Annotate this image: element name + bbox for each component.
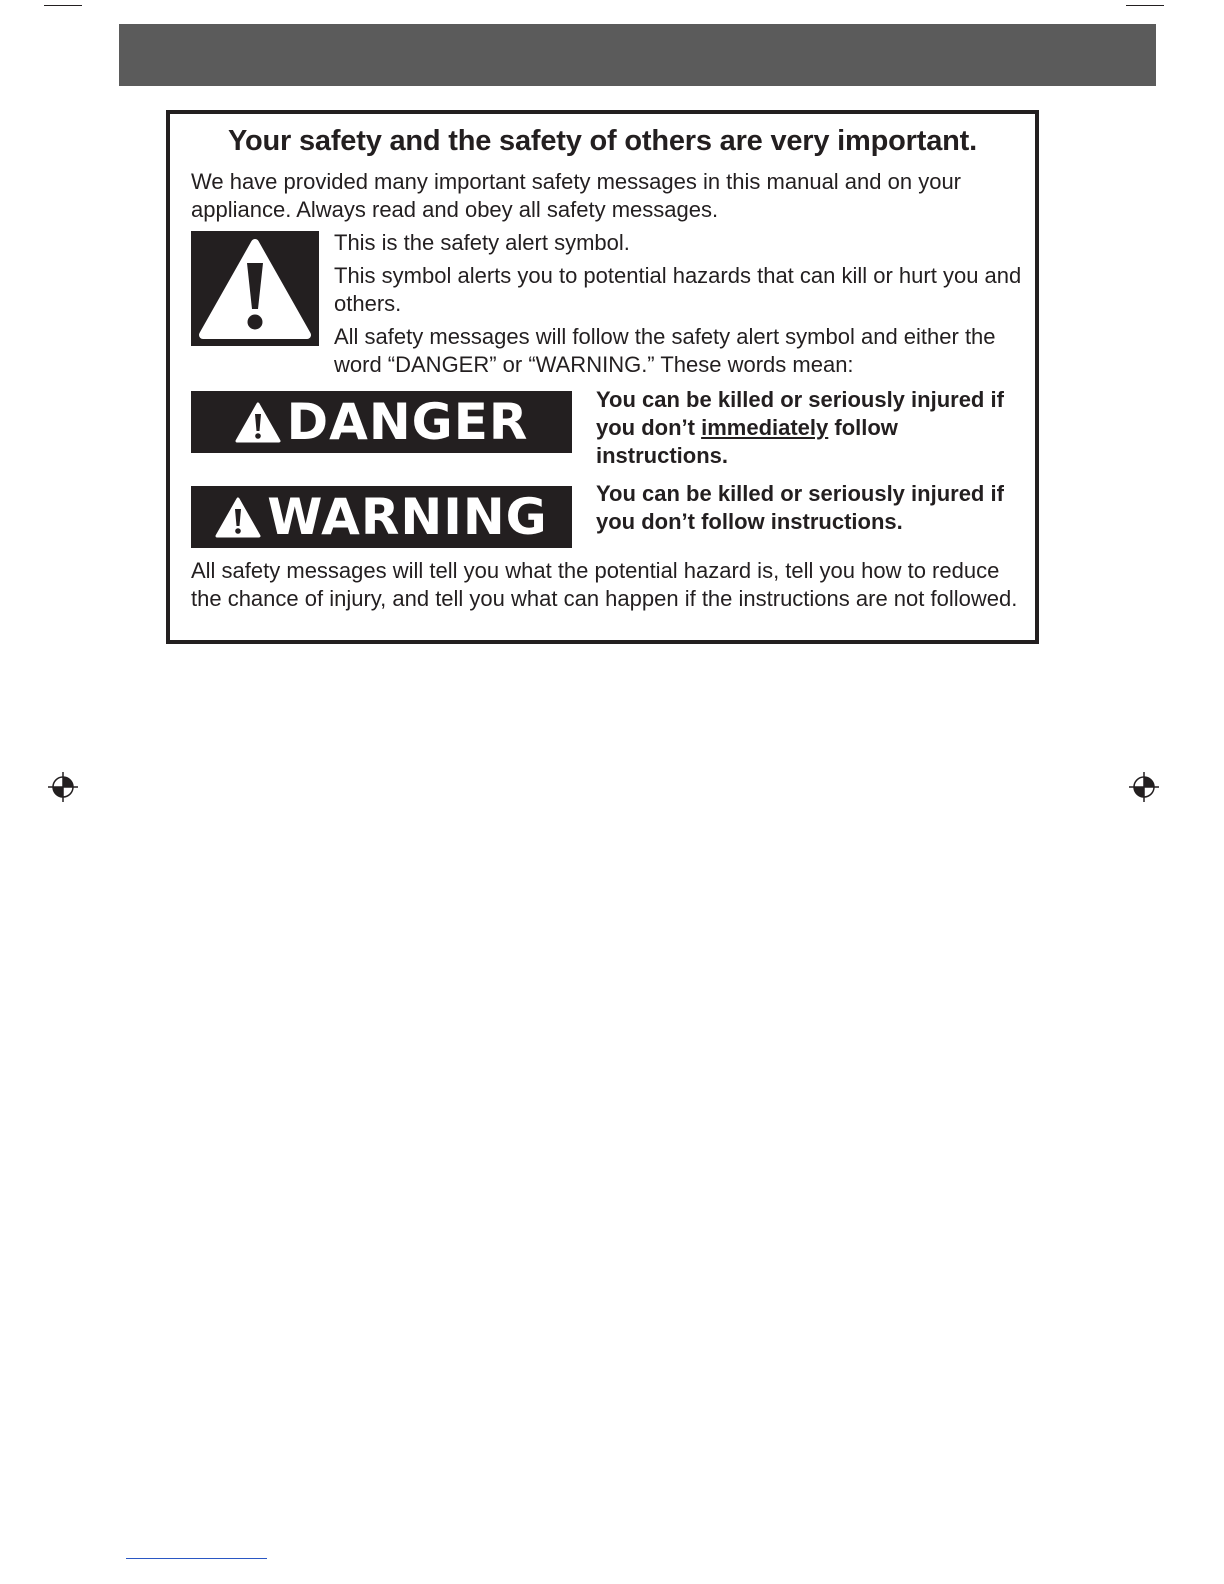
crop-mark-top-left bbox=[44, 5, 82, 6]
danger-definition-part-2: follow instructions. bbox=[596, 415, 898, 468]
safety-alert-symbol-icon bbox=[191, 231, 319, 346]
danger-definition bbox=[596, 386, 1026, 470]
symbol-description-3: All safety messages will follow the safety alert symbol and either the word “DANGER” or “WARNING.” These words mean: bbox=[334, 324, 996, 377]
symbol-description-1: This is the safety alert symbol. bbox=[334, 230, 630, 255]
warning-signal-label bbox=[191, 486, 572, 548]
safety-title: Your safety and the safety of others are very important. bbox=[228, 125, 977, 157]
registration-mark-right-icon bbox=[1128, 771, 1160, 803]
danger-alert-icon bbox=[235, 401, 281, 443]
symbol-description-2: This symbol alerts you to potential hazards that can kill or hurt you and others. bbox=[334, 263, 1022, 316]
warning-word: WARNING bbox=[267, 488, 548, 546]
safety-closing-text: All safety messages will tell you what the potential hazard is, tell you how to reduce the chance of injury, and tell you what can happen if the instructions are not followed. bbox=[191, 558, 1018, 611]
danger-definition-emphasis: immediately bbox=[701, 415, 829, 440]
warning-alert-icon bbox=[215, 496, 261, 538]
danger-signal-label bbox=[191, 391, 572, 453]
danger-word: DANGER bbox=[286, 393, 529, 451]
safety-intro-text: We have provided many important safety messages in this manual and on your appliance. Always read and obey all safety messages. bbox=[191, 169, 961, 222]
crop-mark-bottom-left bbox=[126, 1558, 267, 1559]
danger-definition-part-1: You can be killed or seriously injured if you don’t bbox=[596, 387, 1004, 440]
warning-definition: You can be killed or seriously injured if you don’t follow instructions. bbox=[596, 481, 1004, 534]
safety-notice-box bbox=[166, 110, 1039, 644]
header-bar bbox=[119, 24, 1156, 86]
registration-mark-left-icon bbox=[47, 771, 79, 803]
crop-mark-top-right bbox=[1126, 5, 1164, 6]
